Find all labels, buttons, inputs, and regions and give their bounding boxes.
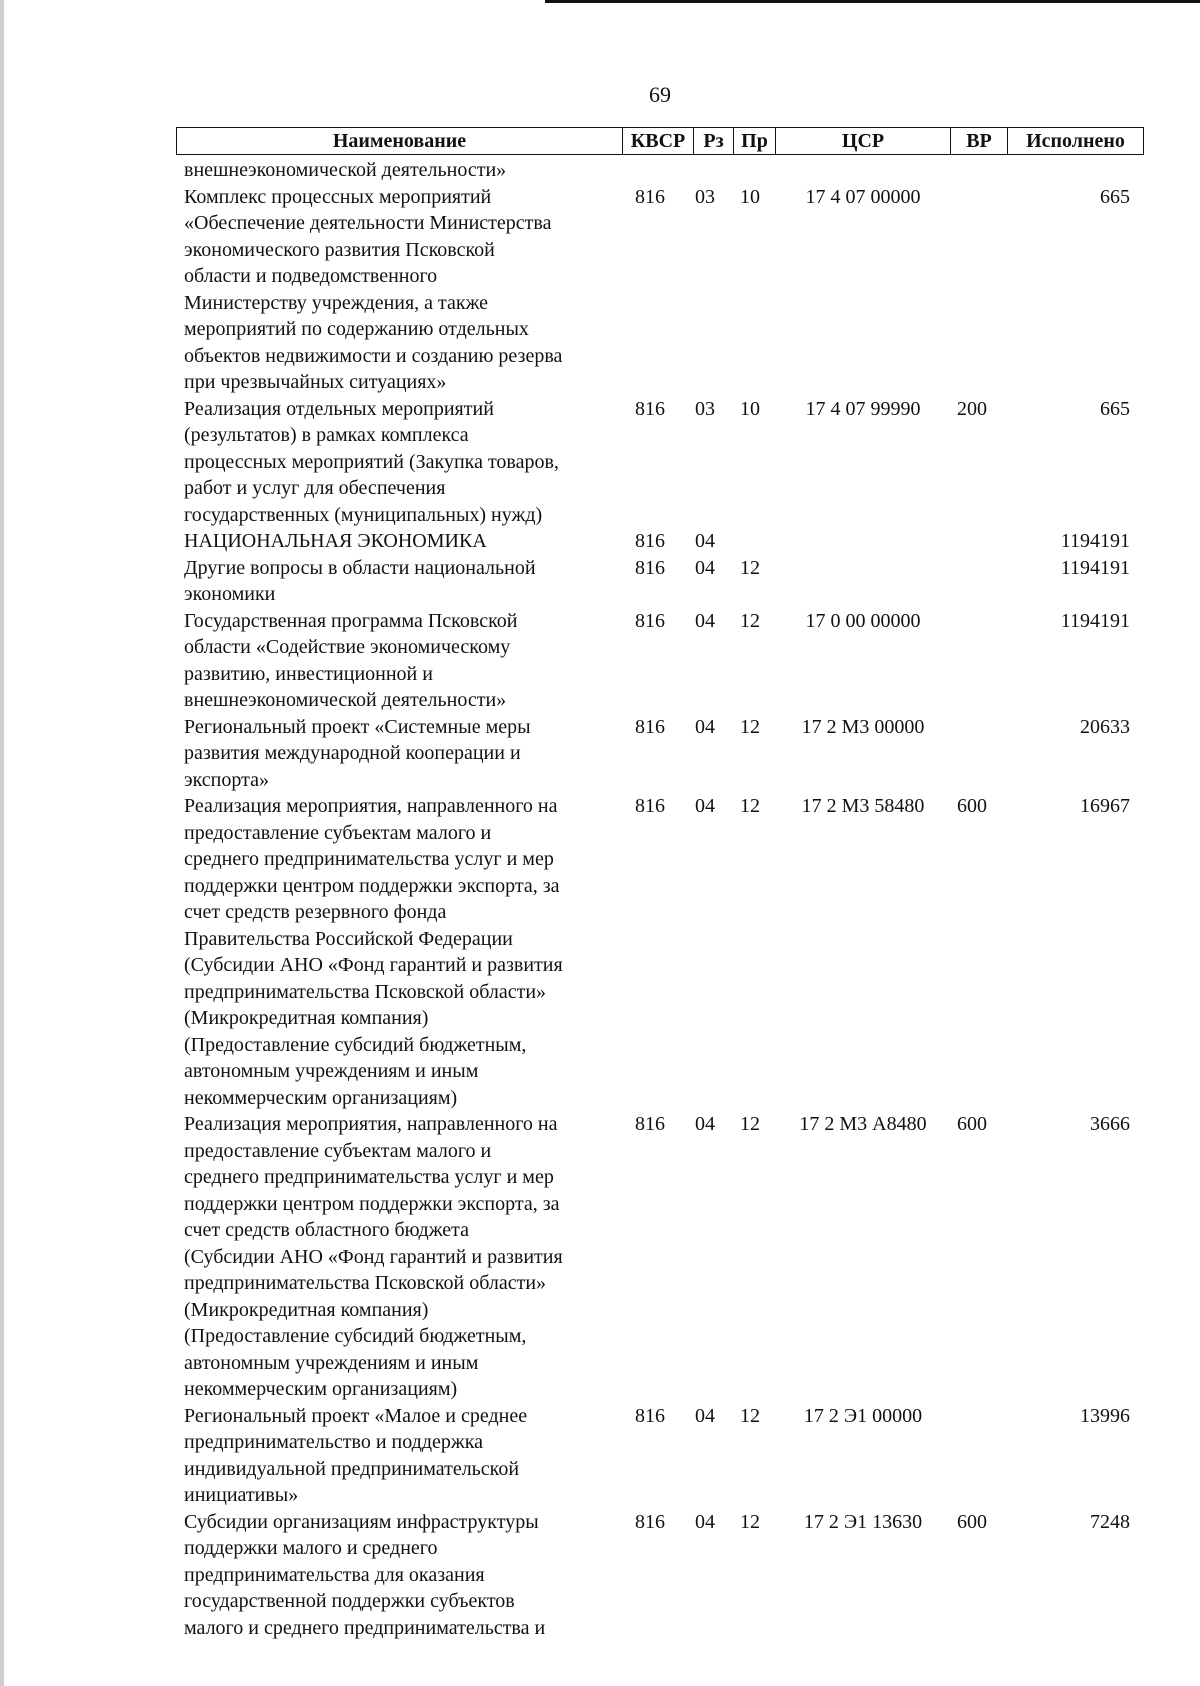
row-kvsr (628, 157, 672, 184)
row-name-line: объектов недвижимости и созданию резерва (184, 344, 563, 367)
row-pr: 12 (740, 556, 760, 579)
row-name (184, 793, 614, 1111)
row-kvsr: 816 (635, 1113, 665, 1135)
row-name-line: предпринимательства Псковской области» (184, 980, 547, 1003)
table-row (0, 555, 1200, 608)
row-done: 1194191 (1060, 556, 1130, 579)
row-pr: 10 (740, 185, 760, 208)
row-csr (788, 528, 938, 555)
row-name-line: среднего предпринимательства услуг и мер (184, 848, 554, 870)
row-name-line: развитию, инвестиционной и (184, 662, 433, 685)
row-done: 13996 (1080, 1404, 1130, 1427)
row-rz: 03 (695, 397, 715, 420)
row-done: 665 (1100, 397, 1130, 420)
row-csr: 17 0 00 00000 (805, 609, 921, 632)
row-name-line: Реализация мероприятия, направленного на (184, 795, 558, 817)
row-rz: 04 (695, 1404, 715, 1427)
row-rz: 03 (695, 185, 715, 208)
row-name (184, 555, 614, 608)
row-name-line: предоставление субъектам малого и (184, 821, 492, 844)
row-name-line: некоммерческим организациям) (184, 1378, 458, 1400)
row-kvsr: 816 (635, 1510, 665, 1533)
header-vr: ВР (951, 128, 1008, 154)
row-name-line: Региональный проект «Малое и среднее (184, 1404, 528, 1427)
row-name-line: (Субсидии АНО «Фонд гарантий и развития (184, 1245, 563, 1268)
row-name-line: мероприятий по содержанию отдельных (184, 318, 529, 340)
row-name-line: Субсидии организациям инфраструктуры (184, 1510, 539, 1533)
row-name-line: Другие вопросы в области национальной (184, 556, 536, 579)
row-name-line: Региональный проект «Системные меры (184, 715, 531, 738)
row-name-line: автономным учреждениям и иным (184, 1351, 479, 1374)
row-name-line: счет средств областного бюджета (184, 1219, 470, 1241)
row-vr (947, 608, 997, 635)
table-row (0, 1403, 1200, 1509)
row-name-line: некоммерческим организациям) (184, 1086, 458, 1109)
row-kvsr: 816 (635, 556, 665, 579)
row-name-line: (Предоставление субсидий бюджетным, (184, 1033, 527, 1056)
row-csr: 17 4 07 99990 (805, 397, 921, 420)
row-rz (687, 157, 723, 184)
row-name (184, 184, 614, 396)
top-rule (545, 0, 1200, 3)
row-name-line: поддержки центром поддержки экспорта, за (184, 1192, 560, 1215)
row-name-line: Реализация отдельных мероприятий (184, 397, 494, 420)
row-name-line: области и подведомственного (184, 265, 438, 287)
row-name-line: (Предоставление субсидий бюджетным, (184, 1325, 527, 1347)
row-vr: 600 (957, 795, 987, 817)
row-name-line: развития международной кооперации и (184, 742, 521, 764)
row-kvsr: 816 (635, 795, 665, 817)
row-name-line: работ и услуг для обеспечения (184, 477, 446, 499)
row-rz: 04 (695, 530, 715, 552)
row-vr (947, 528, 997, 555)
row-name-line: государственной поддержки субъектов (184, 1590, 515, 1612)
row-name-line: при чрезвычайных ситуациях» (184, 371, 447, 393)
header-csr: ЦСР (776, 128, 951, 154)
row-done: 1194191 (1060, 609, 1130, 632)
table-row (0, 528, 1200, 555)
row-vr (947, 1403, 997, 1430)
row-csr: 17 2 Э1 00000 (803, 1404, 923, 1427)
row-rz: 04 (695, 1113, 715, 1135)
row-name-line: экспорта» (184, 768, 269, 791)
row-pr: 12 (740, 1113, 760, 1135)
row-pr: 12 (740, 1510, 760, 1533)
row-name (184, 1111, 614, 1403)
row-pr: 10 (740, 397, 760, 420)
row-csr (788, 157, 938, 184)
row-name-line: процессных мероприятий (Закупка товаров, (184, 450, 559, 473)
row-done: 3666 (1090, 1113, 1130, 1135)
row-kvsr: 816 (635, 530, 665, 552)
row-name-line: государственных (муниципальных) нужд) (184, 503, 543, 526)
header-done: Исполнено (1026, 130, 1125, 152)
row-pr: 12 (740, 609, 760, 632)
row-pr (732, 157, 768, 184)
row-name-line: предпринимательство и поддержка (184, 1431, 483, 1453)
table-row (0, 1111, 1200, 1403)
row-name (184, 396, 614, 529)
row-name-line: среднего предпринимательства услуг и мер (184, 1166, 554, 1188)
row-name-line: Комплекс процессных мероприятий (184, 185, 492, 208)
row-name-line: (Микрокредитная компания) (184, 1298, 429, 1321)
row-name-line: внешнеэкономической деятельности» (184, 159, 507, 181)
row-name-line: (Микрокредитная компания) (184, 1007, 429, 1029)
row-kvsr: 816 (635, 397, 665, 420)
row-name (184, 608, 614, 714)
row-name-line: предпринимательства для оказания (184, 1563, 485, 1586)
row-done: 665 (1100, 185, 1130, 208)
row-name-line: предпринимательства Псковской области» (184, 1272, 547, 1294)
row-vr: 600 (957, 1113, 987, 1135)
row-pr: 12 (740, 1404, 760, 1427)
row-pr: 12 (740, 795, 760, 817)
row-pr: 12 (740, 715, 760, 738)
table-row (0, 184, 1200, 396)
row-vr (947, 184, 997, 211)
row-name (184, 528, 614, 555)
header-name: Наименование (177, 128, 623, 154)
row-name (184, 1403, 614, 1509)
row-csr: 17 2 М3 00000 (801, 715, 925, 738)
row-kvsr: 816 (635, 609, 665, 632)
row-name-line: Реализация мероприятия, направленного на (184, 1113, 558, 1135)
row-name (184, 1509, 614, 1642)
row-name-line: инициативы» (184, 1484, 299, 1506)
row-name-line: малого и среднего предпринимательства и (184, 1616, 546, 1639)
row-name-line: экономики (184, 583, 276, 605)
row-name-line: внешнеэкономической деятельности» (184, 689, 507, 711)
row-vr (947, 157, 997, 184)
row-rz: 04 (695, 609, 715, 632)
row-vr (947, 555, 997, 582)
row-csr: 17 2 М3 А8480 (799, 1113, 927, 1135)
row-name-line: Правительства Российской Федерации (184, 927, 513, 950)
row-vr (947, 714, 997, 741)
row-name-line: предоставление субъектам малого и (184, 1139, 492, 1162)
row-name-line: поддержки центром поддержки экспорта, за (184, 874, 560, 897)
row-name-line: экономического развития Псковской (184, 238, 495, 261)
row-done: 20633 (1080, 715, 1130, 738)
row-done: 7248 (1090, 1510, 1130, 1533)
row-csr (788, 555, 938, 582)
table-row (0, 608, 1200, 714)
row-kvsr: 816 (635, 1404, 665, 1427)
table-row (0, 396, 1200, 529)
row-kvsr: 816 (635, 715, 665, 738)
row-name-line: Министерству учреждения, а также (184, 291, 489, 314)
row-name (184, 157, 614, 184)
row-vr: 600 (957, 1510, 987, 1533)
row-rz: 04 (695, 715, 715, 738)
row-done (1010, 157, 1130, 184)
row-csr: 17 2 М3 58480 (801, 795, 925, 817)
row-name (184, 714, 614, 794)
row-rz: 04 (695, 556, 715, 579)
row-name-line: области «Содействие экономическому (184, 636, 511, 658)
row-csr: 17 4 07 00000 (805, 185, 921, 208)
row-done: 16967 (1080, 795, 1130, 817)
row-vr: 200 (957, 397, 987, 420)
header-kvsr: КВСР (623, 128, 694, 154)
row-name-line: индивидуальной предпринимательской (184, 1457, 520, 1480)
row-name-line: «Обеспечение деятельности Министерства (184, 212, 552, 234)
header-rz: Рз (694, 128, 734, 154)
table-row (0, 1509, 1200, 1642)
table-row (0, 714, 1200, 794)
row-name-line: счет средств резервного фонда (184, 901, 447, 923)
header-pr: Пр (734, 128, 776, 154)
row-rz: 04 (695, 795, 715, 817)
row-kvsr: 816 (635, 185, 665, 208)
row-name-line: Государственная программа Псковской (184, 609, 518, 632)
row-name-line: (Субсидии АНО «Фонд гарантий и развития (184, 954, 563, 976)
table-row (0, 157, 1200, 184)
row-name-line: (результатов) в рамках комплекса (184, 424, 469, 446)
row-name-line: НАЦИОНАЛЬНАЯ ЭКОНОМИКА (184, 530, 487, 552)
row-csr: 17 2 Э1 13630 (803, 1510, 923, 1533)
row-done: 1194191 (1060, 530, 1130, 552)
table-header (176, 127, 1144, 155)
row-rz: 04 (695, 1510, 715, 1533)
row-pr (732, 528, 768, 555)
row-name-line: автономным учреждениям и иным (184, 1060, 479, 1082)
page-number: 69 (649, 82, 671, 107)
row-name-line: поддержки малого и среднего (184, 1537, 438, 1559)
table-row (0, 793, 1200, 1111)
